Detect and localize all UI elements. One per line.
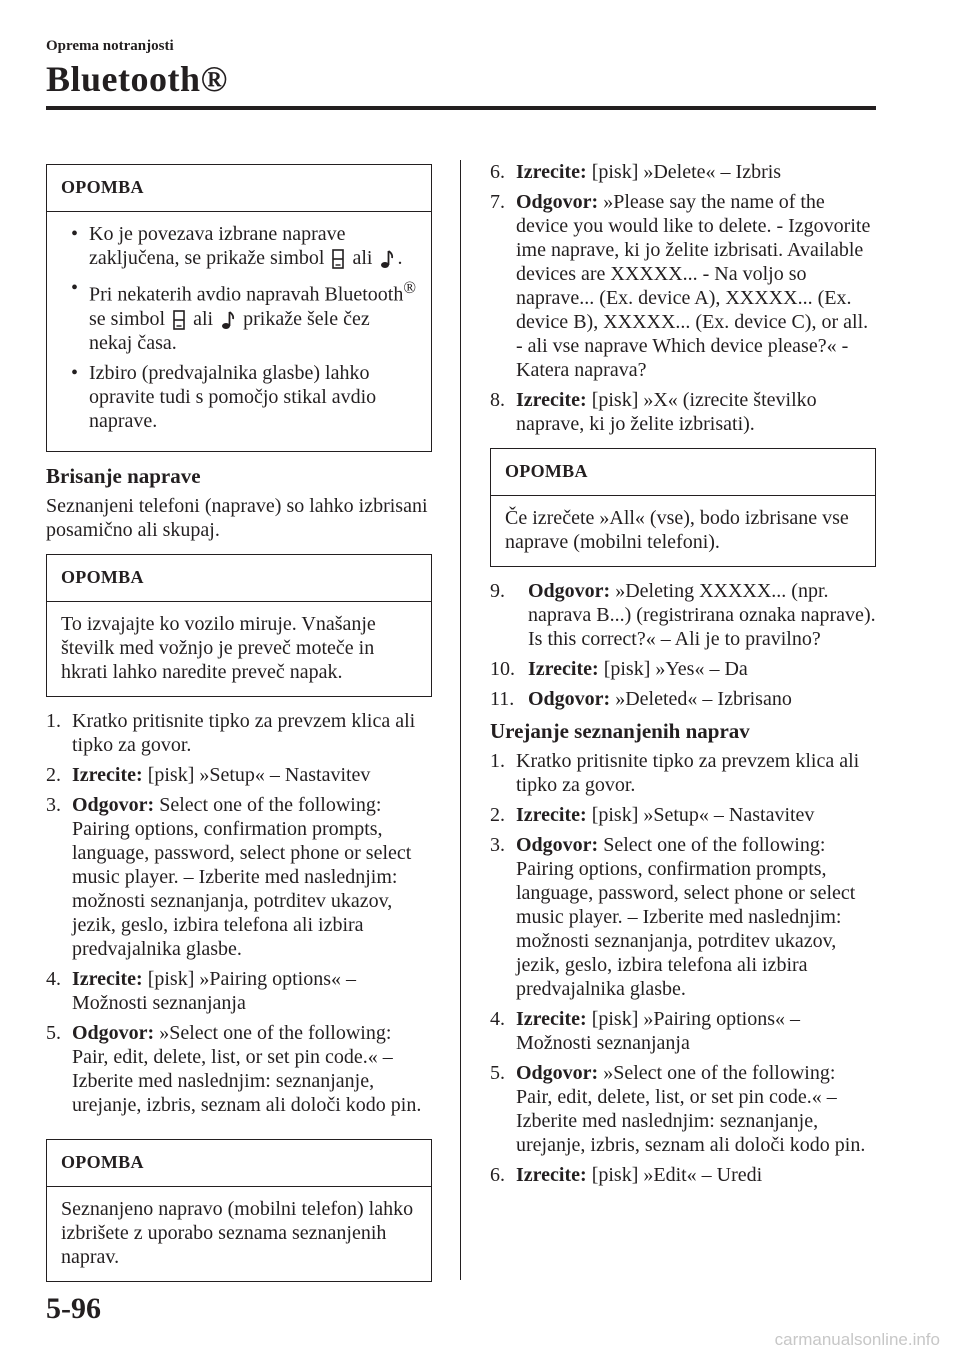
step-item [46, 709, 432, 757]
note-body: To izvajajte ko vozilo miruje. Vnašanje številk med vožnjo je preveč moteče in hkrati lahko naredite preveč napak. [61, 612, 376, 683]
step-label: Odgovor: [528, 688, 611, 710]
step-list [46, 709, 432, 1117]
step-item [490, 657, 876, 681]
step-number: 1. [490, 750, 505, 772]
step-number: 1. [46, 709, 61, 732]
step-label: Izrecite: [516, 1164, 587, 1186]
note-box [490, 448, 876, 567]
note-bullet [61, 361, 417, 433]
step-number: 8. [490, 389, 505, 411]
step-label: Odgovor: [72, 1021, 155, 1044]
step-text: [pisk] »Edit« – Uredi [591, 1164, 763, 1186]
step-text: [pisk] »Pairing options« – Možnosti seznanjanja [72, 967, 357, 1014]
step-item [490, 388, 876, 436]
bullet-text: Pri nekaterih avdio napravah Bluetooth [89, 283, 404, 306]
right-column [490, 160, 876, 1193]
step-number: 10. [490, 658, 515, 680]
note-heading: OPOMBA [491, 449, 875, 496]
note-box [46, 164, 432, 452]
section-label: Oprema notranjosti [46, 38, 174, 54]
note-heading: OPOMBA [47, 1140, 431, 1187]
step-label: Izrecite: [516, 1008, 587, 1030]
step-number: 9. [490, 580, 505, 602]
bullet-text: ali [193, 307, 214, 330]
step-text: »Deleting XXXXX... (npr. naprava B...) (registrirana oznaka naprave). Is this correct?« – Ali je to pravilno? [528, 580, 876, 650]
bullet-text: ali [352, 247, 373, 269]
page-title: Bluetooth® [46, 59, 228, 99]
bullet-text: . [397, 247, 403, 269]
step-item [490, 803, 876, 827]
step-number: 3. [490, 834, 505, 856]
step-item [46, 1021, 432, 1117]
step-text: Select one of the following: Pairing options, confirmation prompts, language, password, select phone or select music player. – Izberite med naslednjim: možnosti seznanjanja, potrditev ukazov, jezik, geslo, izbira telefona ali izbira predvajalnika glasbe. [516, 834, 856, 1000]
bullet-text: se simbol [89, 307, 166, 330]
step-label: Izrecite: [516, 389, 587, 411]
phone-symbol-icon [332, 249, 344, 269]
step-list [490, 160, 876, 436]
step-item [46, 793, 432, 961]
step-text: [pisk] »Yes« – Da [603, 658, 748, 680]
step-text: [pisk] »Delete« – Izbris [591, 161, 782, 183]
step-item [490, 749, 876, 797]
step-label: Izrecite: [516, 161, 587, 183]
step-item [490, 833, 876, 1001]
step-number: 2. [490, 804, 505, 826]
page-number: 5-96 [46, 1292, 101, 1325]
step-item [490, 1163, 876, 1187]
step-number: 3. [46, 793, 61, 816]
section-heading: Brisanje naprave [46, 463, 201, 488]
bullet-text: Izbiro (predvajalnika glasbe) lahko opravite tudi s pomočjo stikal avdio naprave. [89, 361, 377, 432]
step-number: 6. [490, 1164, 505, 1186]
step-list [490, 579, 876, 711]
left-column [46, 160, 432, 1294]
note-bullet [61, 276, 417, 355]
music-note-icon [221, 310, 235, 330]
note-box [46, 554, 432, 697]
step-text: »Deleted« – Izbrisano [615, 688, 792, 710]
step-number: 5. [46, 1021, 61, 1044]
step-number: 5. [490, 1062, 505, 1084]
step-text: Kratko pritisnite tipko za prevzem klica ali tipko za govor. [516, 750, 860, 796]
step-text: [pisk] »X« (izrecite številko naprave, ki jo želite izbrisati). [516, 389, 817, 435]
registered-mark: ® [403, 278, 417, 297]
step-item [490, 160, 876, 184]
step-number: 11. [490, 688, 515, 710]
step-item [490, 190, 876, 382]
intro-paragraph: Seznanjeni telefoni (naprave) so lahko izbrisani posamično ali skupaj. [46, 494, 428, 541]
step-item [490, 687, 876, 711]
step-label: Odgovor: [516, 191, 599, 213]
step-item [46, 763, 432, 787]
step-text: »Select one of the following: Pair, edit, delete, list, or set pin code.« – Izberite med naslednjim: seznanjanje, urejanje, izbris, seznam ali določi kodo pin. [516, 1062, 866, 1156]
phone-symbol-icon [173, 310, 185, 330]
step-number: 4. [490, 1008, 505, 1030]
step-item [490, 1061, 876, 1157]
section-heading: Urejanje seznanjenih naprav [490, 719, 750, 743]
step-text: [pisk] »Setup« – Nastavitev [591, 804, 815, 826]
step-label: Izrecite: [72, 967, 143, 990]
step-list [490, 749, 876, 1187]
step-label: Odgovor: [516, 834, 599, 856]
step-item [490, 1007, 876, 1055]
step-text: »Select one of the following: Pair, edit, delete, list, or set pin code.« – Izberite med naslednjim: seznanjanje, urejanje, izbris, seznam ali določi kodo pin. [72, 1021, 422, 1116]
note-bullet [61, 222, 417, 270]
step-text: »Please say the name of the device you would like to delete. - Izgovorite ime naprave, ki jo želite izbrisati. Available devices are XXXXX... - Na voljo so naprave... (Ex. device A), XXXXX... (Ex. device B), XXXXX... (Ex. device C), or all. - ali vse naprave Which device please?« - Katera naprava? [516, 191, 871, 381]
step-item [490, 579, 876, 651]
step-number: 6. [490, 161, 505, 183]
step-text: Kratko pritisnite tipko za prevzem klica ali tipko za govor. [72, 709, 416, 756]
step-number: 2. [46, 763, 61, 786]
step-label: Izrecite: [516, 804, 587, 826]
note-box [46, 1139, 432, 1282]
note-body [47, 212, 431, 451]
step-text: [pisk] »Pairing options« – Možnosti seznanjanja [516, 1008, 801, 1054]
step-text: [pisk] »Setup« – Nastavitev [147, 763, 371, 786]
watermark: carmanualsonline.info [774, 1330, 940, 1349]
note-heading: OPOMBA [47, 165, 431, 212]
note-body: Seznanjeno napravo (mobilni telefon) lahko izbrišete z uporabo seznama seznanjenih naprav. [61, 1197, 414, 1268]
title-rule [46, 106, 876, 110]
bullet-text: prikaže šele čez nekaj časa. [89, 307, 370, 354]
note-body: Če izrečete »All« (vse), bodo izbrisane vse naprave (mobilni telefoni). [505, 507, 849, 553]
step-label: Odgovor: [528, 580, 611, 602]
step-label: Odgovor: [516, 1062, 599, 1084]
step-label: Izrecite: [528, 658, 599, 680]
column-divider [460, 160, 461, 1280]
step-label: Izrecite: [72, 763, 143, 786]
step-text: Select one of the following: Pairing options, confirmation prompts, language, password, select phone or select music player. – Izberite med naslednjim: možnosti seznanjanja, potrditev ukazov, jezik, geslo, izbira telefona ali izbira predvajalnika glasbe. [72, 793, 412, 960]
step-number: 7. [490, 191, 505, 213]
step-item [46, 967, 432, 1015]
bullet-text: Ko je povezava izbrane naprave zaključena, se prikaže simbol [89, 223, 346, 269]
note-heading: OPOMBA [47, 555, 431, 602]
step-label: Odgovor: [72, 793, 155, 816]
step-number: 4. [46, 967, 61, 990]
music-note-icon [380, 249, 394, 269]
